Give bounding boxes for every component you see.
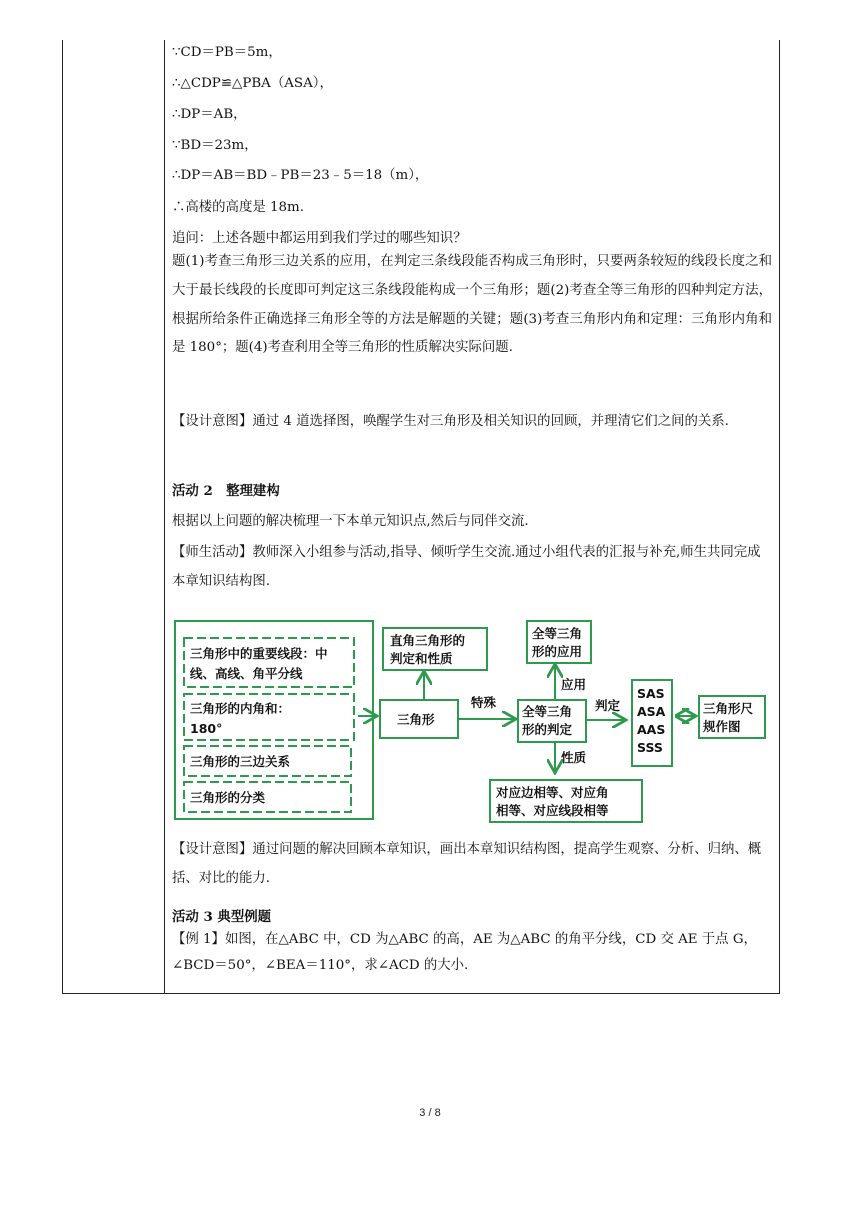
criteria-label: ASA: [637, 704, 666, 719]
proof-line: ∵BD＝23m，: [172, 138, 258, 153]
congruent-apply-label: 全等三角: [532, 626, 583, 641]
segments-label: 线、高线、角平分线: [190, 666, 303, 681]
teacher-student-activity: 【师生活动】教师深入小组参与活动,指导、倾听学生交流.通过小组代表的汇报与补充,师生共同完成本章知识结构图.: [172, 545, 761, 589]
activity-3-title: 活动 3 典型例题: [172, 909, 271, 925]
triangle-label: 三角形: [397, 712, 435, 727]
followup-answer: 题(1)考查三角形三边关系的应用，在判定三条线段能否构成三角形时，只要两条较短的线段长度之和大于最长线段的长度即可判定这三条线段能构成一个三角形；题(2)考查全等三角形的四种判定方法，根据所给条件正确选择三角形全等的方法是解题的关键；题(3)考查三角形内角和定理：三角形内角和是 180°；题(4)考查利用全等三角形的性质解决实际问题.: [172, 254, 772, 356]
knowledge-structure-diagram: [172, 616, 772, 828]
classification-label: 三角形的分类: [190, 790, 266, 805]
angle-sum-label: 180°: [190, 721, 223, 736]
apply-label: 应用: [561, 677, 587, 692]
judge-label: 判定: [595, 698, 621, 713]
proof-line: ∵CD＝PB＝5m，: [172, 45, 282, 60]
segments-label: 三角形中的重要线段：中: [190, 646, 328, 661]
congruent-apply-label: 形的应用: [532, 644, 583, 659]
correspond-label: 对应边相等、对应角: [496, 785, 609, 800]
property-label: 性质: [561, 750, 587, 765]
design-intent: 【设计意图】通过 4 道选择图，唤醒学生对三角形及相关知识的回顾，并理清它们之间的关系.: [172, 414, 729, 429]
correspond-label: 相等、对应线段相等: [496, 803, 609, 818]
construction-label: 三角形尺: [703, 701, 754, 716]
proof-line: ∴DP＝AB，: [172, 107, 247, 122]
construction-label: 规作图: [703, 719, 741, 734]
special-label: 特殊: [471, 695, 497, 710]
congruent-judge-label: 形的判定: [522, 722, 573, 737]
three-sides-label: 三角形的三边关系: [190, 754, 291, 769]
proof-conclusion: ∴高楼的高度是 18m.: [172, 200, 304, 215]
angle-sum-label: 三角形的内角和：: [190, 701, 291, 716]
right-triangle-label: 判定和性质: [390, 651, 453, 666]
congruent-judge-label: 全等三角: [522, 704, 573, 719]
activity-2-task: 根据以上问题的解决梳理一下本单元知识点,然后与同伴交流.: [172, 514, 529, 529]
proof-line: ∴△CDP≌△PBA（ASA），: [172, 76, 333, 91]
right-triangle-label: 直角三角形的: [390, 633, 466, 648]
proof-line: ∴DP＝AB＝BD﹣PB＝23﹣5＝18（m），: [172, 168, 429, 183]
example-1-text: 【例 1】如图，在△ABC 中，CD 为△ABC 的高，AE 为△ABC 的角平分线，CD 交 AE 于点 G，∠BCD＝50°，∠BEA＝110°，求∠ACD 的大小.: [172, 932, 757, 973]
criteria-label: SAS: [637, 686, 665, 701]
page-number: 3 / 8: [419, 1107, 441, 1119]
activity-2-title: 活动 2 整理建构: [172, 483, 280, 499]
criteria-label: SSS: [637, 740, 663, 755]
criteria-label: AAS: [637, 722, 666, 737]
table-column-divider: [164, 40, 165, 993]
design-intent: 【设计意图】通过问题的解决回顾本章知识，画出本章知识结构图，提高学生观察、分析、归纳、概括、对比的能力.: [172, 842, 762, 886]
followup-question: 追问：上述各题中都运用到我们学过的哪些知识？: [172, 231, 467, 246]
